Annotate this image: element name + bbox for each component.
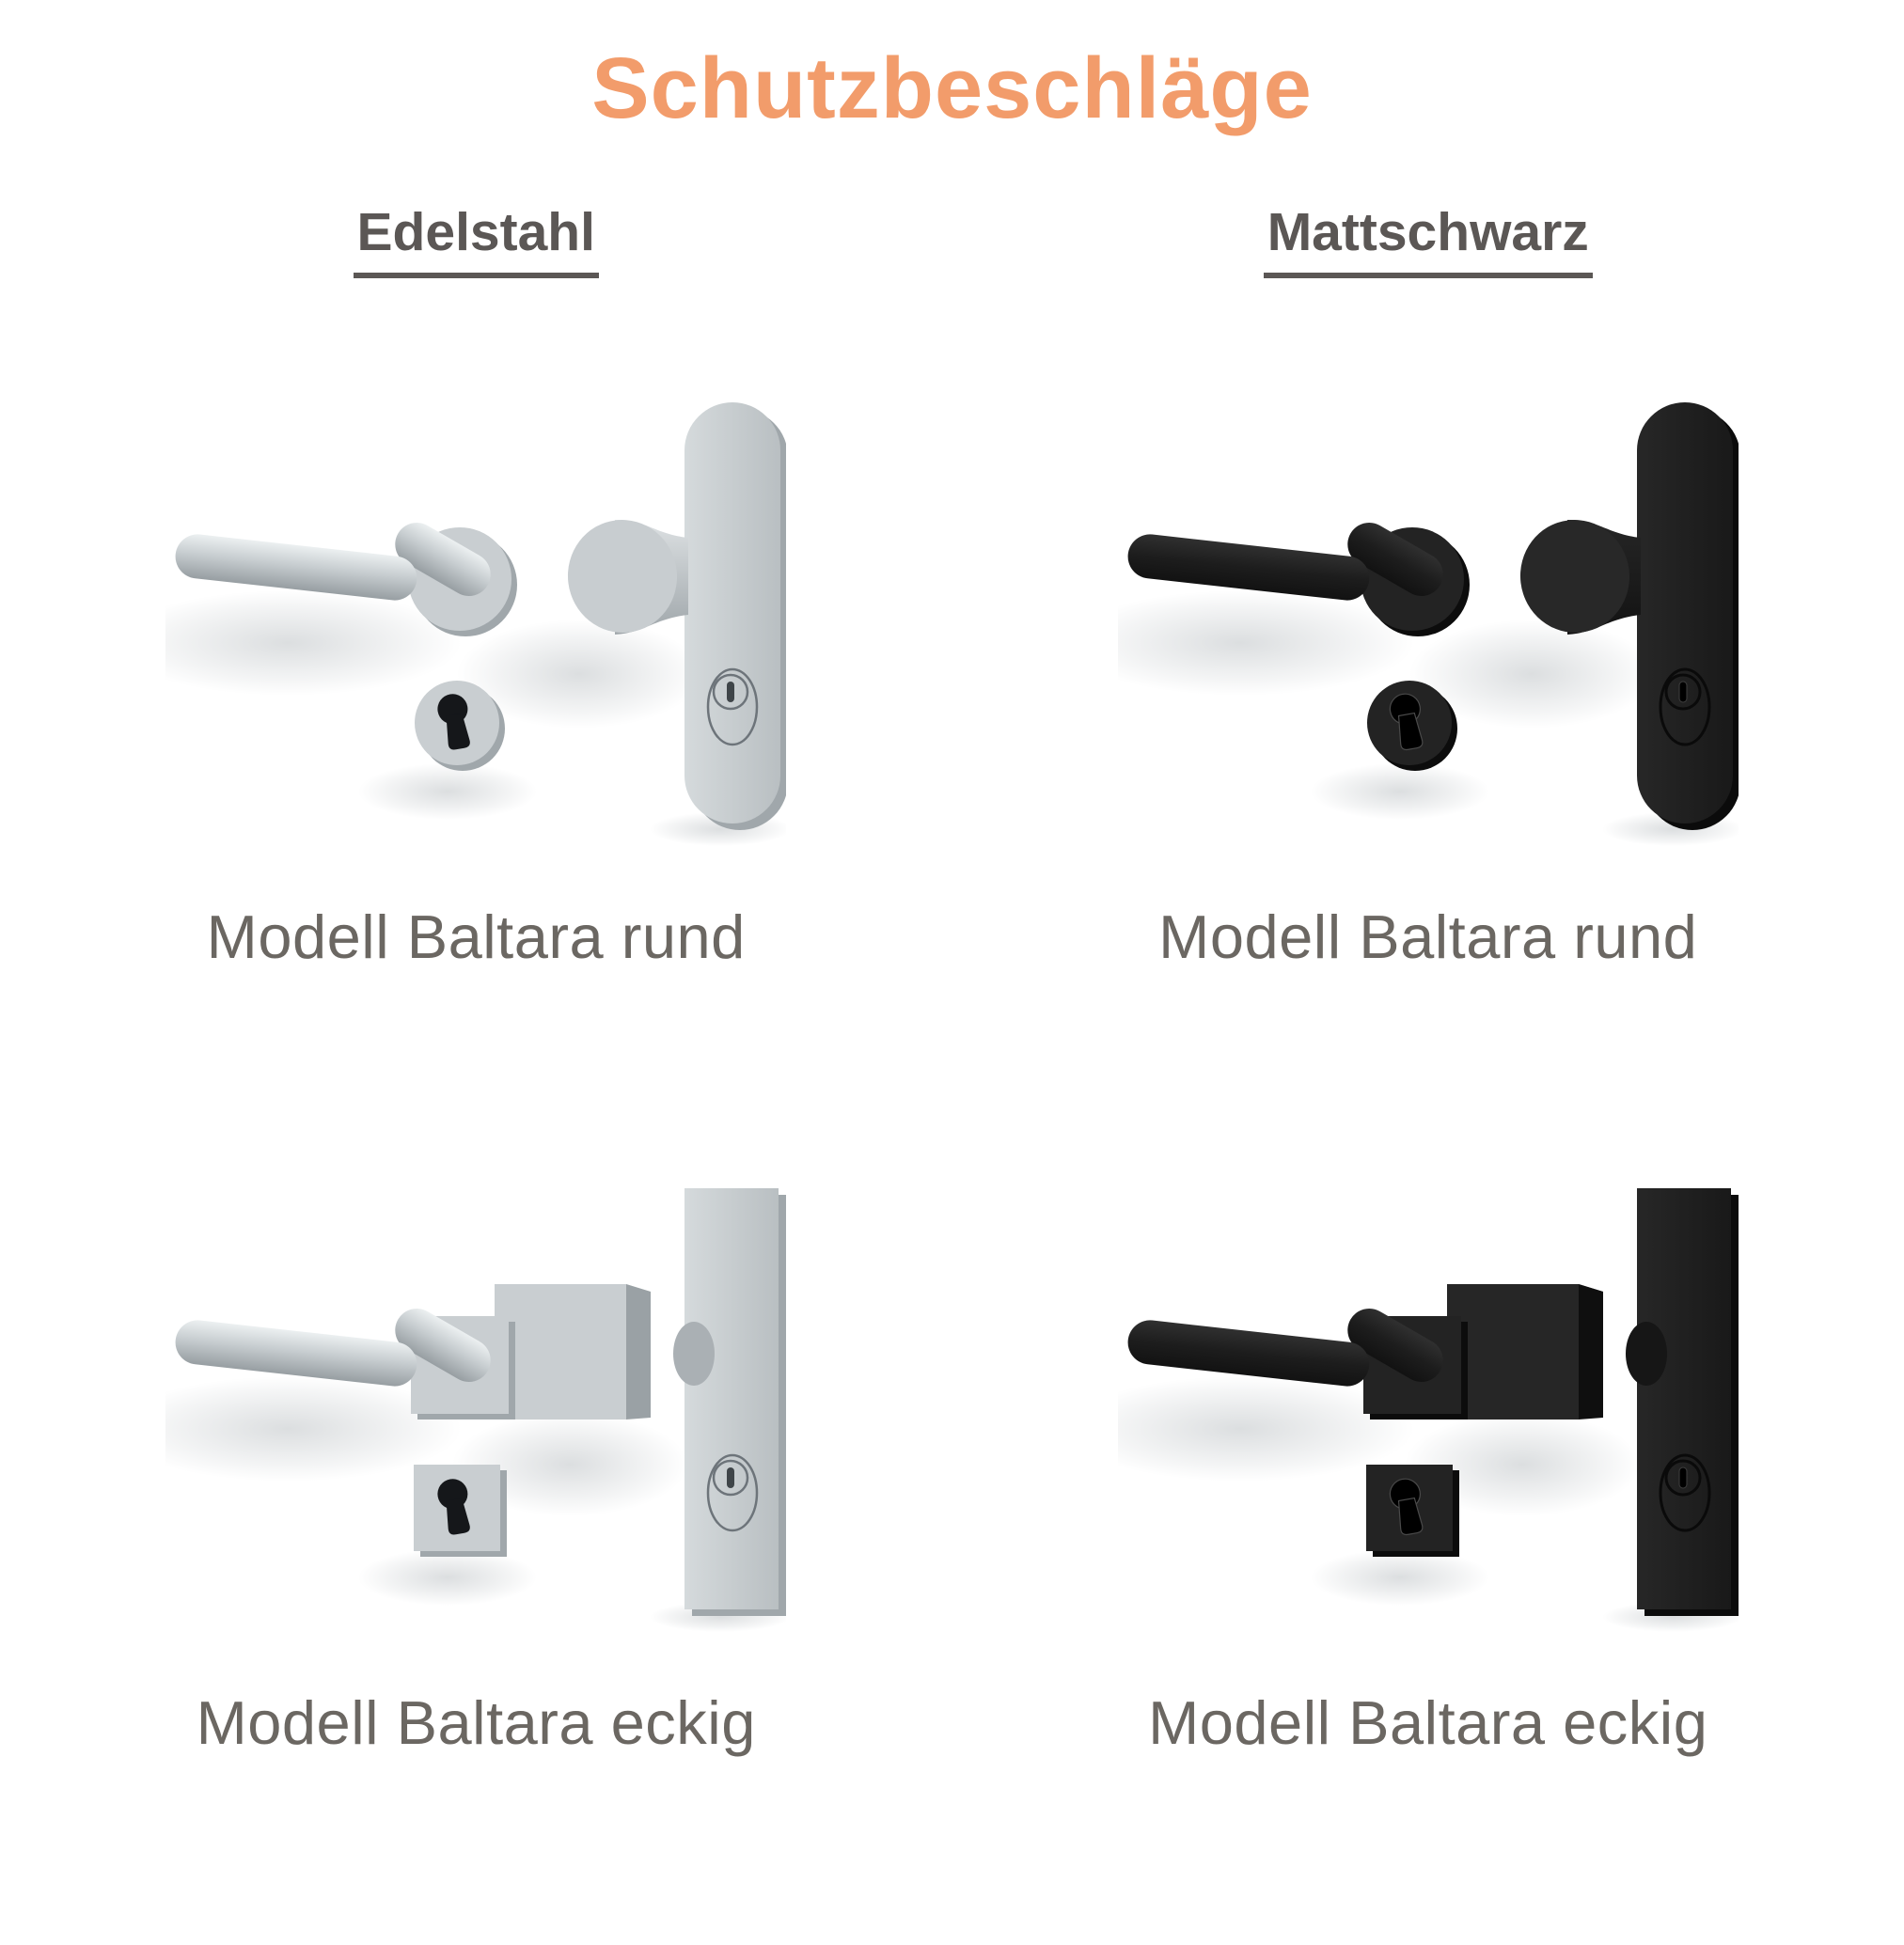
door-fitting-illustration [1118, 1183, 1739, 1634]
column-edelstahl [0, 202, 952, 1760]
product-caption: Modell Baltara eckig [197, 1686, 756, 1760]
product-image-mattschwarz-baltara-rund [1118, 397, 1739, 848]
key-escutcheon [1366, 1465, 1459, 1557]
product-caption: Modell Baltara rund [207, 901, 746, 974]
product-caption: Modell Baltara rund [1158, 901, 1697, 974]
key-escutcheon [414, 1465, 507, 1557]
product-grid [0, 202, 1904, 1760]
column-header-mattschwarz: Mattschwarz [1264, 202, 1593, 278]
column-header-wrap [1264, 202, 1593, 278]
door-fitting-illustration [1118, 397, 1739, 848]
security-backplate [1637, 402, 1739, 830]
security-backplate [1637, 1188, 1739, 1616]
product-image-mattschwarz-baltara-eckig [1118, 1183, 1739, 1634]
column-mattschwarz [952, 202, 1904, 1760]
product-image-edelstahl-baltara-rund [165, 397, 786, 848]
door-fitting-illustration [165, 1183, 786, 1634]
product-caption: Modell Baltara eckig [1148, 1686, 1707, 1760]
door-knob [1447, 1284, 1667, 1420]
product-image-edelstahl-baltara-eckig [165, 1183, 786, 1634]
door-knob [495, 1284, 715, 1420]
door-fitting-illustration [165, 397, 786, 848]
schutzbeschlaege-page [0, 41, 1904, 1945]
security-backplate [684, 1188, 786, 1616]
security-backplate [684, 402, 786, 830]
page-title: Schutzbeschläge [0, 41, 1904, 136]
column-header-wrap [354, 202, 599, 278]
column-header-edelstahl: Edelstahl [354, 202, 599, 278]
